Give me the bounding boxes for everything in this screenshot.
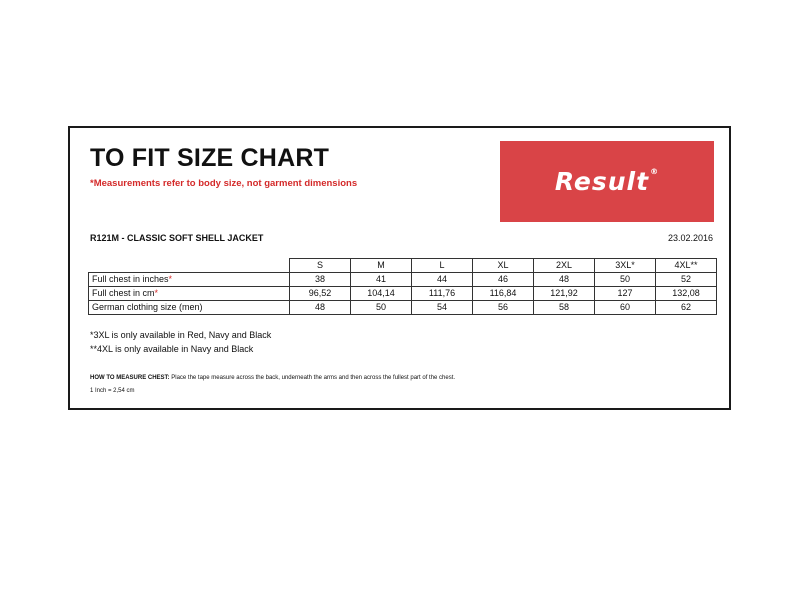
row-label: Full chest in inches* bbox=[89, 273, 290, 287]
table-cell: 46 bbox=[473, 273, 534, 287]
measure-instructions bbox=[90, 375, 455, 381]
table-cell: 60 bbox=[595, 301, 656, 315]
product-name: R121M - CLASSIC SOFT SHELL JACKET bbox=[90, 233, 264, 243]
size-header-row bbox=[89, 259, 717, 273]
inch-conversion: 1 Inch = 2,54 cm bbox=[90, 388, 135, 394]
size-table bbox=[88, 258, 717, 315]
header-blank-cell bbox=[89, 259, 290, 273]
table-cell: 41 bbox=[351, 273, 412, 287]
footnote-3xl: *3XL is only available in Red, Navy and Black bbox=[90, 330, 272, 340]
table-cell: 132,08 bbox=[656, 287, 717, 301]
row-label: German clothing size (men) bbox=[89, 301, 290, 315]
table-cell: 96,52 bbox=[290, 287, 351, 301]
table-cell: 62 bbox=[656, 301, 717, 315]
measure-text: Place the tape measure across the back, underneath the arms and then across the fullest part of the chest. bbox=[169, 375, 456, 381]
table-cell: 121,92 bbox=[534, 287, 595, 301]
chart-date: 23.02.2016 bbox=[667, 233, 713, 243]
size-header: L bbox=[412, 259, 473, 273]
table-cell: 54 bbox=[412, 301, 473, 315]
table-cell: 48 bbox=[534, 273, 595, 287]
size-header: M bbox=[351, 259, 412, 273]
brand-logo-text: Result® bbox=[554, 167, 660, 196]
size-header: 3XL* bbox=[595, 259, 656, 273]
size-chart-panel bbox=[68, 126, 731, 410]
table-cell: 48 bbox=[290, 301, 351, 315]
table-cell: 104,14 bbox=[351, 287, 412, 301]
table-row bbox=[89, 301, 717, 315]
page-title: TO FIT SIZE CHART bbox=[90, 144, 330, 172]
size-header: XL bbox=[473, 259, 534, 273]
measurement-note: *Measurements refer to body size, not garment dimensions bbox=[90, 178, 358, 189]
measure-label: HOW TO MEASURE CHEST: bbox=[90, 375, 170, 381]
table-cell: 44 bbox=[412, 273, 473, 287]
table-row bbox=[89, 273, 717, 287]
table-cell: 38 bbox=[290, 273, 351, 287]
table-cell: 56 bbox=[473, 301, 534, 315]
row-label: Full chest in cm* bbox=[89, 287, 290, 301]
table-cell: 50 bbox=[595, 273, 656, 287]
table-row bbox=[89, 287, 717, 301]
size-header: S bbox=[290, 259, 351, 273]
table-cell: 111,76 bbox=[412, 287, 473, 301]
table-cell: 127 bbox=[595, 287, 656, 301]
footnote-4xl: **4XL is only available in Navy and Black bbox=[90, 344, 254, 354]
size-header: 4XL** bbox=[656, 259, 717, 273]
table-cell: 58 bbox=[534, 301, 595, 315]
table-cell: 116,84 bbox=[473, 287, 534, 301]
brand-logo bbox=[500, 141, 714, 222]
table-cell: 50 bbox=[351, 301, 412, 315]
table-cell: 52 bbox=[656, 273, 717, 287]
size-header: 2XL bbox=[534, 259, 595, 273]
